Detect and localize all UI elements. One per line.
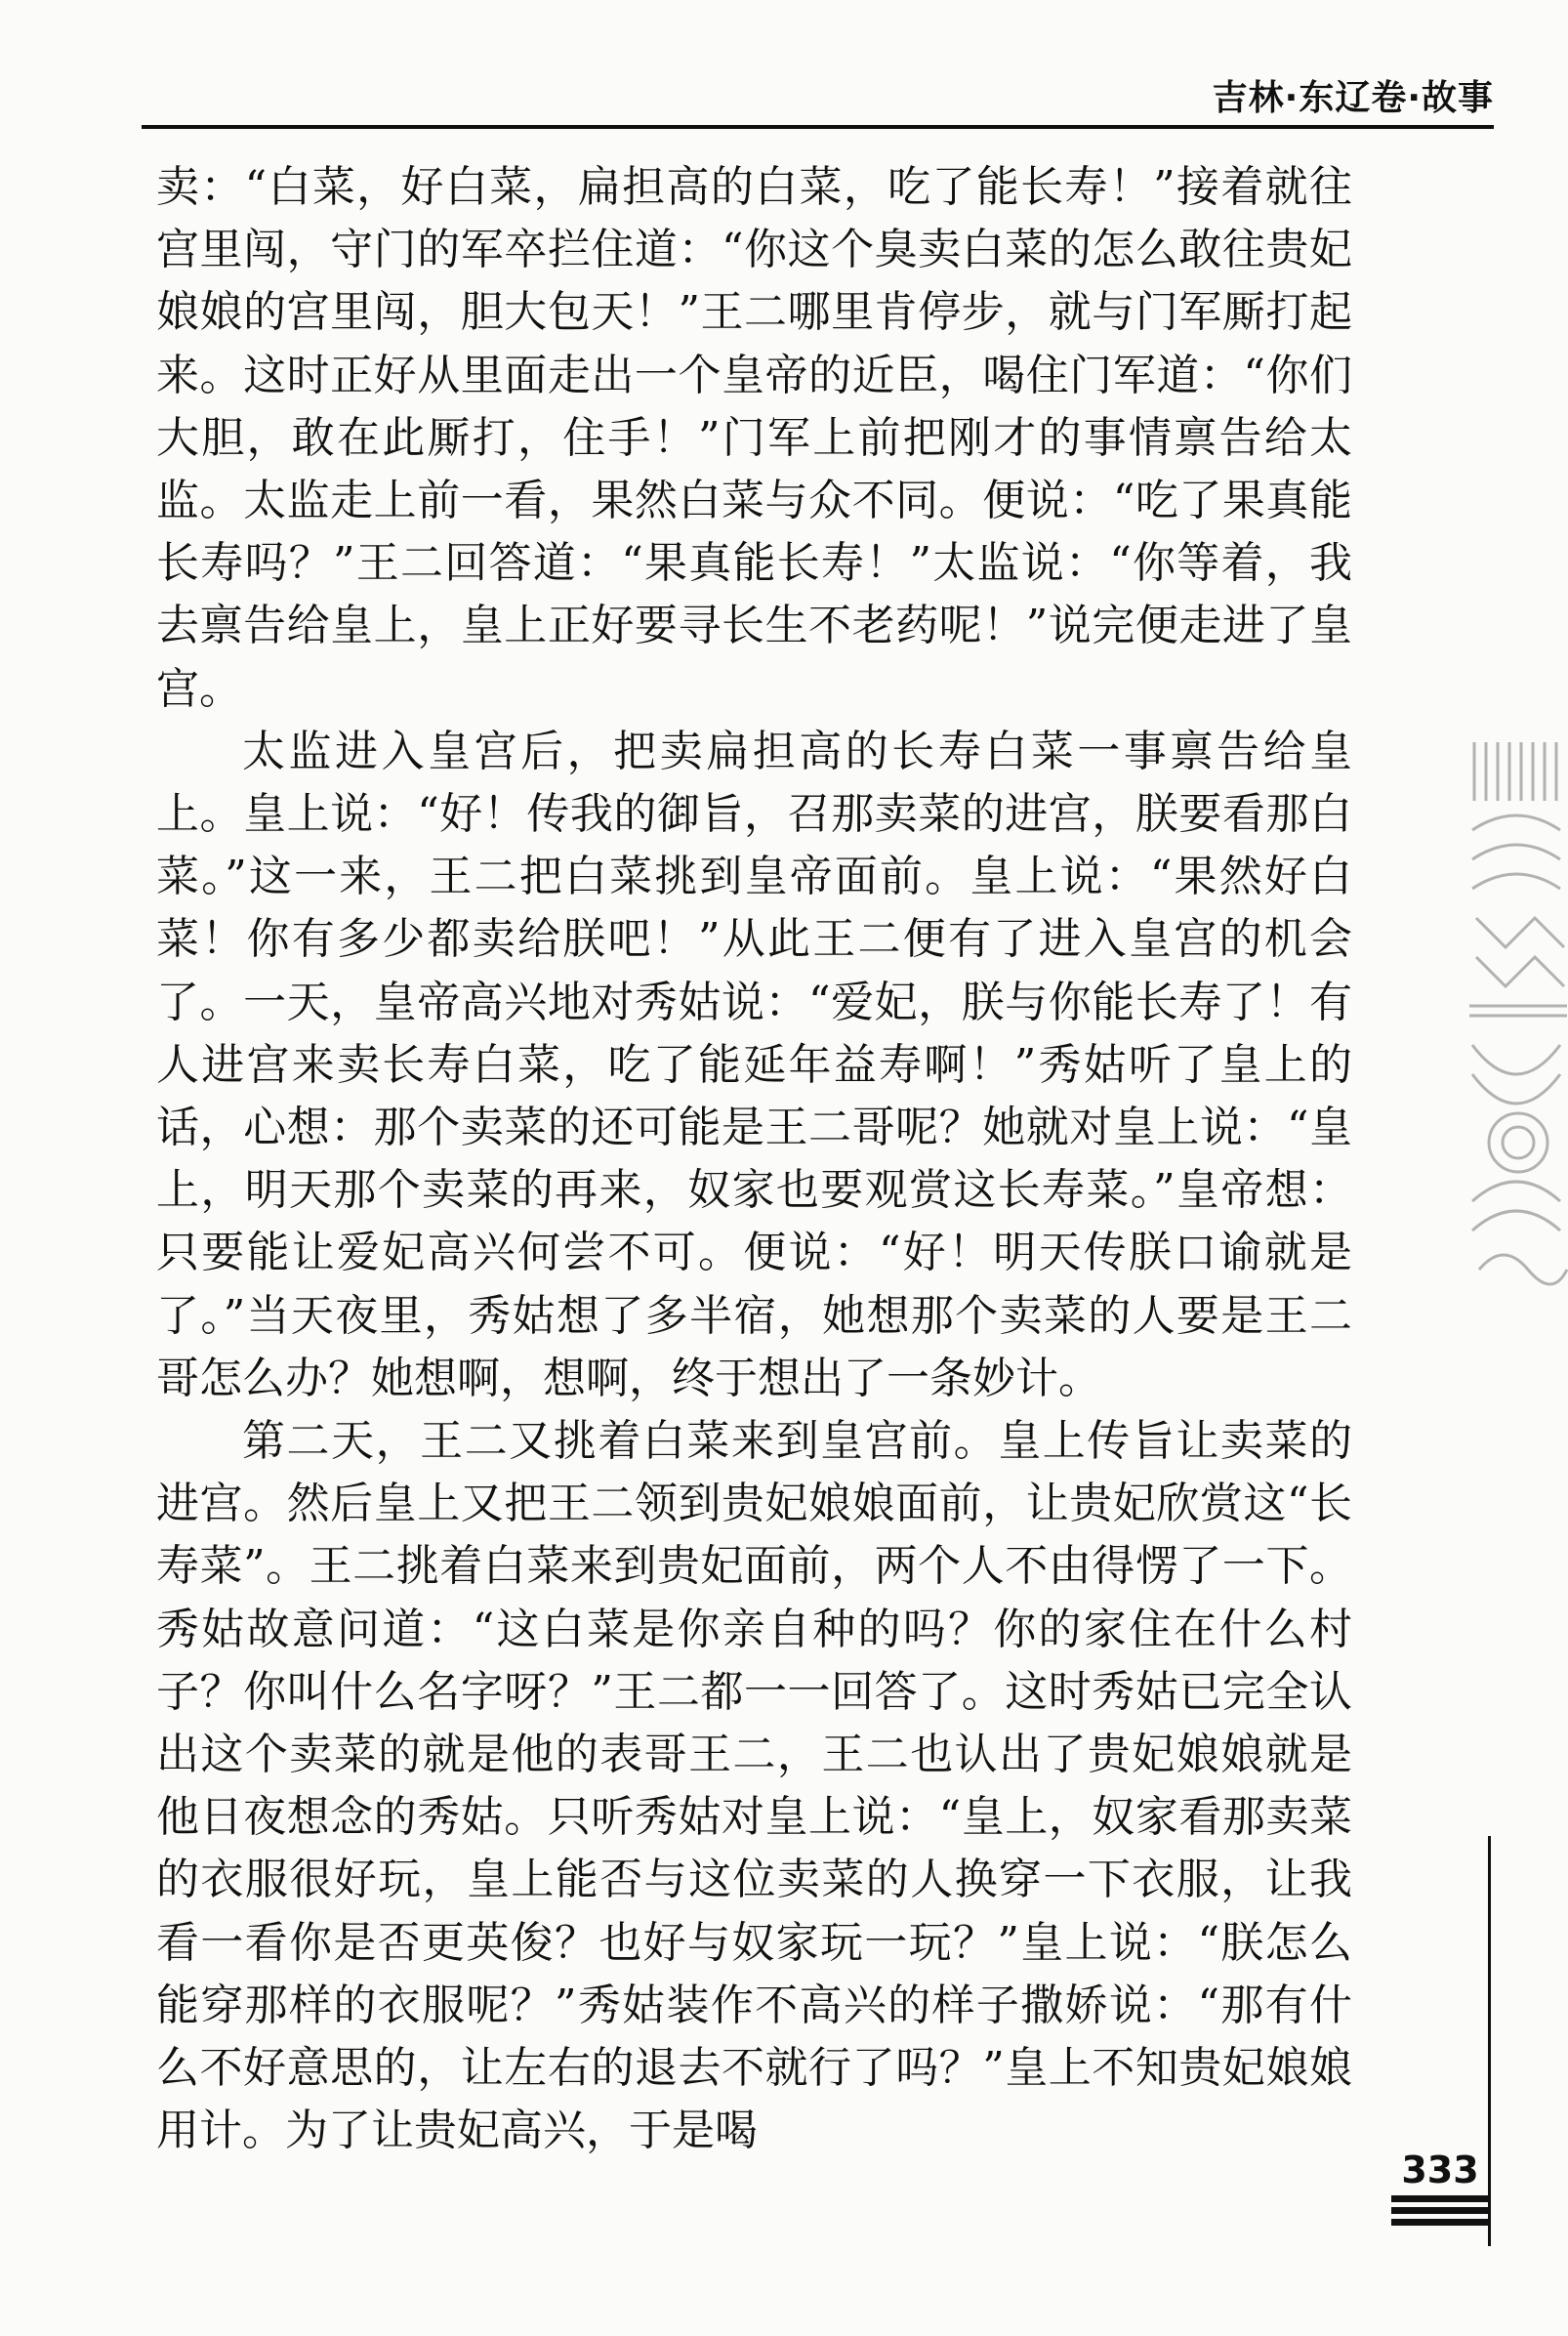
running-header <box>0 70 1494 125</box>
folio-bar-2 <box>1391 2207 1489 2214</box>
folio-bar-1 <box>1391 2195 1489 2202</box>
body-text <box>156 156 1352 2163</box>
header-rule <box>142 125 1494 129</box>
paragraph-3: 第二天，王二又挑着白菜来到皇宫前。皇上传旨让卖菜的进宫。然后皇上又把王二领到贵妃娘娘面前，让贵妃欣赏这“长寿菜”。王二挑着白菜来到贵妃面前，两个人不由得愣了一下。秀姑故意问道：“这白菜是你亲自种的吗？你的家住在什么村子？你叫什么名字呀？”王二都一一回答了。这时秀姑已完全认出这个卖菜的就是他的表哥王二，王二也认出了贵妃娘娘就是他日夜想念的秀姑。只听秀姑对皇上说：“皇上，奴家看那卖菜的衣服很好玩，皇上能否与这位卖菜的人换穿一下衣服，让我看一看你是否更英俊？也好与奴家玩一玩？”皇上说：“朕怎么能穿那样的衣服呢？”秀姑装作不高兴的样子撒娇说：“那有什么不好意思的，让左右的退去不就行了吗？”皇上不知贵妃娘娘用计。为了让贵妃高兴，于是喝 <box>156 1416 1352 2156</box>
folio-bar-3 <box>1391 2219 1489 2226</box>
folio <box>1391 2148 1489 2246</box>
side-decoration-emblem <box>1465 723 1568 1309</box>
page-number: 333 <box>1401 2148 1479 2191</box>
paragraph-2: 太监进入皇宫后，把卖扁担高的长寿白菜一事禀告给皇上。皇上说：“好！传我的御旨，召那卖菜的进宫，朕要看那白菜。”这一来，王二把白菜挑到皇帝面前。皇上说：“果然好白菜！你有多少都卖给朕吧！”从此王二便有了进入皇宫的机会了。一天，皇帝高兴地对秀姑说：“爱妃，朕与你能长寿了！有人进宫来卖长寿白菜，吃了能延年益寿啊！”秀姑听了皇上的话，心想：那个卖菜的还可能是王二哥呢？她就对皇上说：“皇上，明天那个卖菜的再来，奴家也要观赏这长寿菜。”皇帝想：只要能让爱妃高兴何尝不可。便说：“好！明天传朕口谕就是了。”当天夜里，秀姑想了多半宿，她想那个卖菜的人要是王二哥怎么办？她想啊，想啊，终于想出了一条妙计。 <box>156 726 1352 1403</box>
paragraph-1: 卖：“白菜，好白菜，扁担高的白菜，吃了能长寿！”接着就往宫里闯，守门的军卒拦住道：“你这个臭卖白菜的怎么敢往贵妃娘娘的宫里闯，胆大包天！”王二哪里肯停步，就与门军厮打起来。这时正好从里面走出一个皇帝的近臣，喝住门军道：“你们大胆，敢在此厮打，住手！”门军上前把刚才的事情禀告给太监。太监走上前一看，果然白菜与众不同。便说：“吃了果真能长寿吗？”王二回答道：“果真能长寿！”太监说：“你等着，我去禀告给皇上，皇上正好要寻长生不老药呢！”说完便走进了皇宫。 <box>156 162 1352 714</box>
running-header-title: 吉林·东辽卷·故事 <box>1212 78 1494 118</box>
